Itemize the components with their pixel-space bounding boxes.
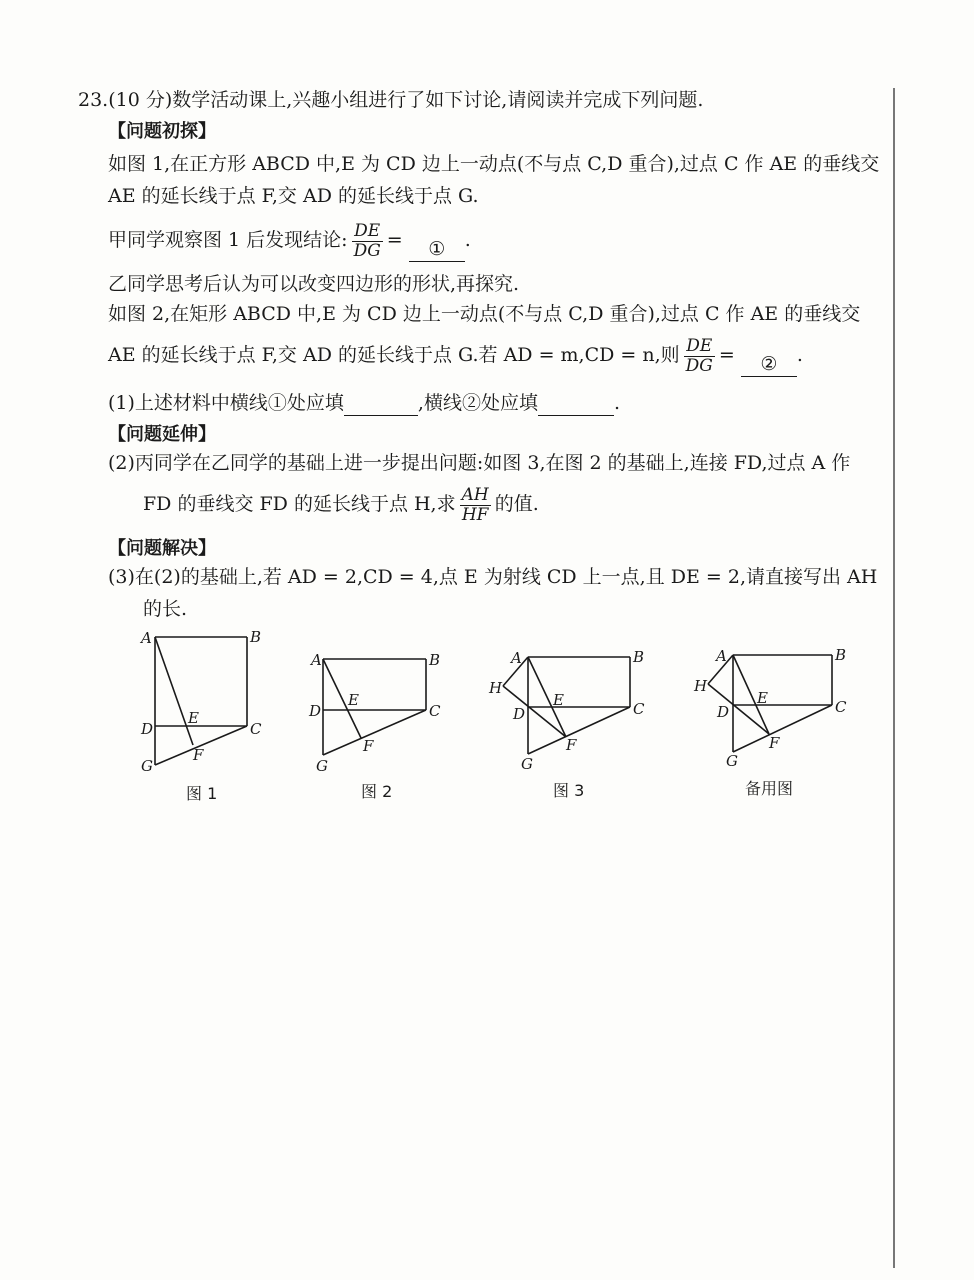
backup-label-C: C	[835, 698, 847, 716]
fig1-label-F: F	[193, 746, 204, 764]
figure-backup-caption: 备用图	[745, 779, 794, 798]
fig1-label-G: G	[141, 757, 153, 775]
problem1-text-line1: 如图 1,在正方形 ABCD 中,E 为 CD 边上一动点(不与点 C,D 重合),过点 C 作 AE 的垂线交	[108, 153, 880, 175]
yi-thought: 乙同学思考后认为可以改变四边形的形状,再探究.	[108, 273, 520, 295]
fig3-label-E: E	[553, 691, 564, 709]
fig1-label-C: C	[250, 720, 262, 738]
fig2-label-B: B	[429, 651, 441, 669]
fig3-label-D: D	[513, 705, 526, 723]
backup-label-A: A	[716, 647, 727, 665]
figure-3-diagram	[488, 648, 645, 773]
figure-2-caption: 图 2	[361, 782, 393, 801]
section-heading-extend: 【问题延伸】	[108, 424, 216, 445]
question-3-line2: 的长.	[143, 598, 188, 620]
fig1-label-B: B	[250, 628, 262, 646]
fig3-label-B: B	[633, 648, 645, 666]
backup-label-D: D	[717, 703, 730, 721]
figure-2-diagram	[308, 651, 441, 775]
fig2-label-F: F	[363, 737, 374, 755]
fig3-label-G: G	[521, 755, 533, 773]
figure-1-caption: 图 1	[186, 784, 218, 803]
figure-3-caption: 图 3	[553, 781, 585, 800]
fig2-label-E: E	[348, 691, 359, 709]
question-3-line1: (3)在(2)的基础上,若 AD = 2,CD = 4,点 E 为射线 CD 上一点,且 DE = 2,请直接写出 AH	[108, 566, 878, 588]
problem2-text-line1: 如图 2,在矩形 ABCD 中,E 为 CD 边上一动点(不与点 C,D 重合),过点 C 作 AE 的垂线交	[108, 303, 861, 325]
backup-label-G: G	[726, 752, 738, 770]
answer-blank-1[interactable]: ①	[409, 237, 465, 262]
question-1: (1)上述材料中横线①处应填 ,横线②处应填 .	[108, 392, 621, 414]
fraction-de-dg-1: $\frac{DE}{DG}$	[353, 220, 381, 261]
fig3-label-A: A	[511, 649, 522, 667]
backup-label-B: B	[835, 646, 847, 664]
question-intro-text: (10 分)数学活动课上,兴趣小组进行了如下讨论,请阅读并完成下列问题.	[108, 89, 704, 111]
fig1-label-A: A	[141, 629, 152, 647]
fig3-label-C: C	[633, 700, 645, 718]
jia-conclusion: 甲同学观察图 1 后发现结论: $\frac{DE}{DG}$ = ① .	[108, 220, 471, 261]
fig1-label-D: D	[141, 720, 154, 738]
fig1-label-E: E	[188, 709, 199, 727]
equals-sign: =	[386, 229, 403, 251]
question-number: 23.	[78, 89, 109, 111]
fraction-ah-hf: $\frac{AH}{HF}$	[461, 484, 489, 525]
fig2-label-D: D	[309, 702, 322, 720]
problem2-text-line2: AE 的延长线于点 F,交 AD 的延长线于点 G.若 AD = m,CD = n,则 $\frac{DE}{DG}$ = ② .	[108, 335, 803, 376]
backup-label-E: E	[757, 689, 768, 707]
backup-label-H: H	[694, 677, 708, 695]
fig2-label-A: A	[311, 651, 322, 669]
question-2-line1: (2)丙同学在乙同学的基础上进一步提出问题:如图 3,在图 2 的基础上,连接 FD,过点 A 作	[108, 452, 851, 474]
problem1-text-line2: AE 的延长线于点 F,交 AD 的延长线于点 G.	[108, 185, 479, 207]
question-2-line2: FD 的垂线交 FD 的延长线于点 H,求 $\frac{AH}{HF}$ 的值.	[143, 484, 539, 525]
figure-1-diagram	[139, 628, 262, 775]
fig2-label-G: G	[316, 757, 328, 775]
fig3-label-H: H	[489, 679, 503, 697]
figure-backup-diagram	[693, 646, 847, 770]
fig3-label-F: F	[566, 736, 577, 754]
jia-conclusion-prefix: 甲同学观察图 1 后发现结论:	[108, 229, 348, 251]
fraction-de-dg-2: $\frac{DE}{DG}$	[685, 335, 713, 376]
section-heading-solve: 【问题解决】	[108, 538, 216, 559]
fig2-label-C: C	[429, 702, 441, 720]
section-heading-explore: 【问题初探】	[108, 121, 216, 142]
backup-label-F: F	[769, 734, 780, 752]
answer-blank-2[interactable]: ②	[741, 352, 797, 377]
